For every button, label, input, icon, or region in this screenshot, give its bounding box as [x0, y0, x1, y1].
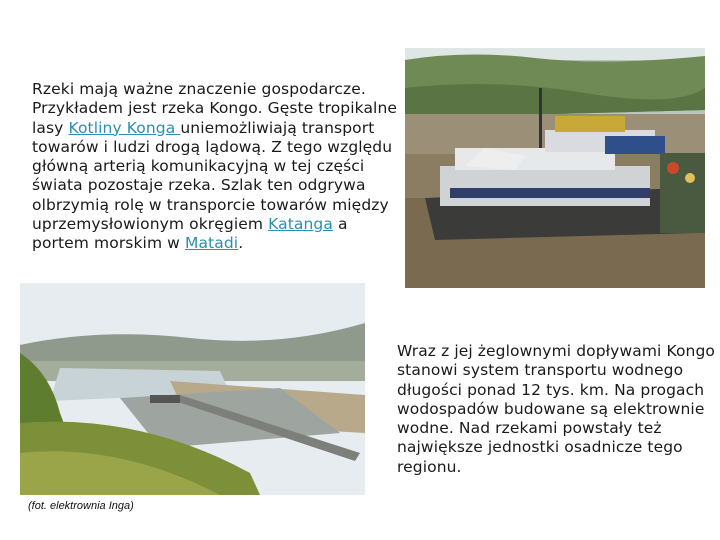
- intro-paragraph: [32, 80, 407, 254]
- link-matadi[interactable]: Matadi: [184, 234, 239, 253]
- intro-text-2: uniemożliwiają transport towarów i ludzi drogą lądową. Z tego względu główną arterią komunikacyjną w tej części świata pozostaje rzeka. Szlak ten odgrywa olbrzymią rolę w transporcie towarów między uprzemysłowionym okręgiem: [32, 118, 393, 234]
- link-katanga[interactable]: Katanga: [268, 215, 333, 234]
- inga-dam-photo: [20, 283, 365, 495]
- second-paragraph: Wraz z jej żeglownymi dopływami Kongo stanowi system transportu wodnego długości ponad 12 tys. km. Na progach wodospadów budowane są elektrownie wodne. Nad rzekami powstały też największe jednostki osadnicze tego regionu.: [397, 342, 715, 476]
- intro-text-1: Rzeki mają ważne znaczenie gospodarcze. Przykładem jest rzeka Kongo. Gęste tropikalne lasy: [32, 80, 398, 137]
- intro-text-3: a portem morskim w: [32, 215, 348, 253]
- river-barge-photo: [405, 48, 705, 288]
- intro-text-end: .: [238, 234, 244, 253]
- photo-caption: (fot. elektrownia Inga): [28, 500, 134, 512]
- link-kotliny-konga[interactable]: Kotliny Konga: [68, 118, 181, 137]
